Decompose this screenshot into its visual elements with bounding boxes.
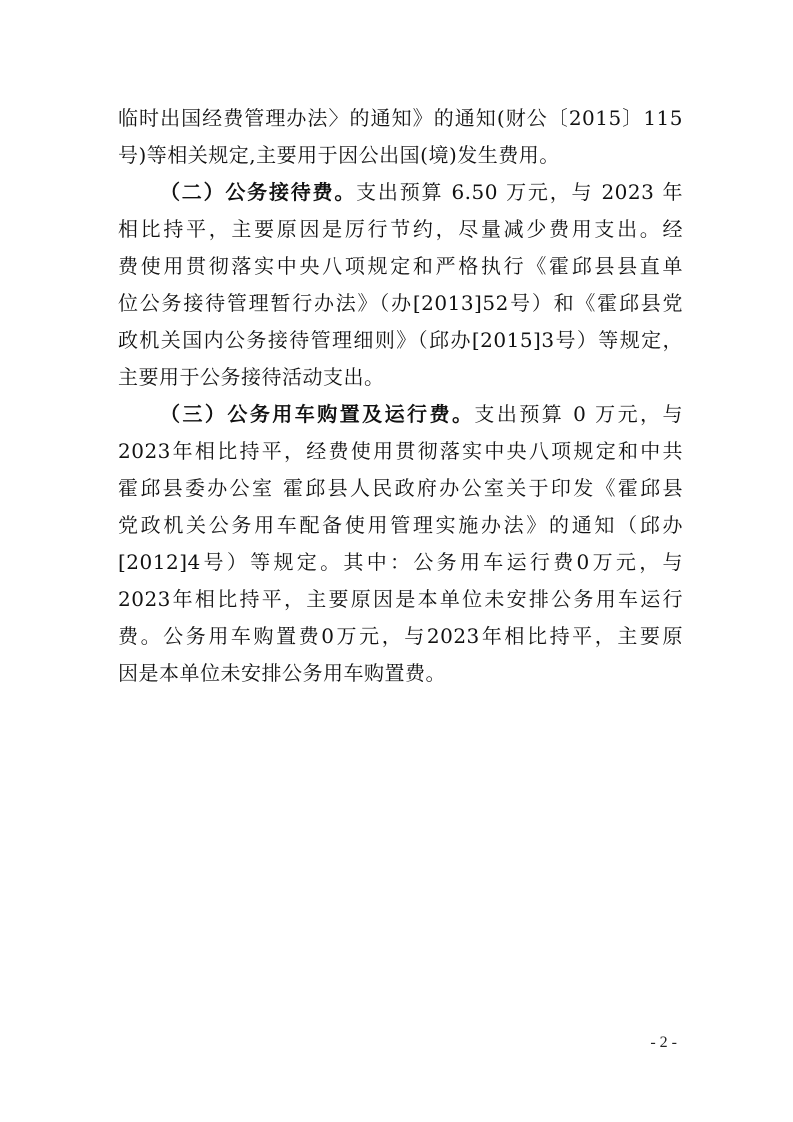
paragraph-line: 政机关国内公务接待管理细则》（邱办[2015]3号）等规定， — [118, 328, 683, 352]
paragraph-line: 位公务接待管理暂行办法》（办[2013]52号）和《霍邱县党 — [118, 291, 683, 315]
paragraph-line: 2023年相比持平，经费使用贯彻落实中央八项规定和中共 — [118, 439, 683, 463]
paragraph-text: 支出预算 6.50 万元，与 2023 年 — [356, 180, 684, 204]
paragraph-line: 临时出国经费管理办法〉的通知》的通知(财公〔2015〕115 — [118, 106, 683, 130]
section-heading-line — [118, 174, 683, 211]
document-body — [118, 100, 683, 692]
paragraph-line: 费。公务用车购置费0万元，与2023年相比持平，主要原 — [118, 624, 683, 648]
page-number: - 2 - — [650, 1034, 677, 1051]
paragraph-line: 霍邱县委办公室 霍邱县人民政府办公室关于印发《霍邱县 — [118, 476, 683, 500]
paragraph-line: 因是本单位未安排公务用车购置费。 — [118, 661, 446, 685]
section-heading-line — [118, 396, 683, 433]
paragraph-line: 主要用于公务接待活动支出。 — [118, 365, 385, 389]
paragraph-line: 相比持平，主要原因是厉行节约，尽量减少费用支出。经 — [118, 217, 683, 241]
section-heading: （二）公务接待费。 — [160, 180, 357, 204]
paragraph-text: 支出预算 0 万元，与 — [474, 402, 683, 426]
paragraph-line: 2023年相比持平，主要原因是本单位未安排公务用车运行 — [118, 587, 683, 611]
section-heading: （三）公务用车购置及运行费。 — [160, 402, 475, 426]
paragraph-line: 费使用贯彻落实中央八项规定和严格执行《霍邱县县直单 — [118, 254, 683, 278]
paragraph-line: 党政机关公务用车配备使用管理实施办法》的通知（邱办 — [118, 513, 683, 537]
paragraph-line: 号)等相关规定,主要用于因公出国(境)发生费用。 — [118, 143, 560, 167]
paragraph-line: [2012]4号）等规定。其中：公务用车运行费0万元，与 — [118, 550, 683, 574]
